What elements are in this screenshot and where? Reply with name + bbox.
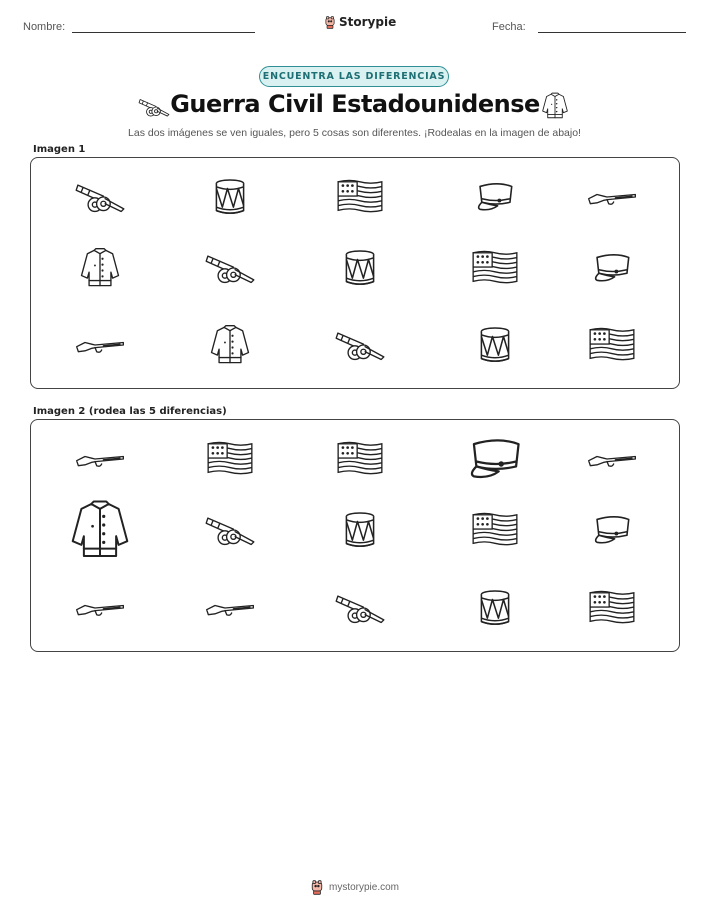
brand-logo [324,15,396,29]
musket-icon [586,187,638,207]
flag-icon [588,326,636,364]
kepi-cap-icon [590,252,634,284]
drum-icon [213,175,247,219]
musket-icon[interactable] [74,598,126,618]
cannon-icon [334,328,386,362]
cannon-icon [74,180,126,214]
uniform-jacket-icon[interactable] [69,499,131,561]
cannon-icon [204,251,256,285]
musket-icon[interactable] [204,598,256,618]
musket-icon[interactable] [586,449,638,469]
musket-icon[interactable] [74,449,126,469]
musket-icon [74,335,126,355]
footer-url: mystorypie.com [328,882,399,893]
flag-icon[interactable] [336,440,384,478]
activity-badge: ENCUENTRA LAS DIFERENCIAS [259,66,449,87]
brand-name: Storypie [339,15,397,29]
storypie-mascot-icon [324,16,336,29]
storypie-mascot-icon [310,880,324,895]
kepi-cap-icon[interactable] [464,435,526,483]
flag-icon [336,178,384,216]
flag-icon [471,249,519,287]
flag-icon[interactable] [206,440,254,478]
image2-label: Imagen 2 (rodea las 5 diferencias) [33,406,227,417]
flag-icon[interactable] [471,511,519,549]
footer [0,880,709,895]
drum-icon [478,323,512,367]
uniform-jacket-icon [541,92,569,120]
drum-icon[interactable] [343,508,377,552]
image1-label: Imagen 1 [33,144,86,155]
uniform-jacket-icon [209,322,251,368]
name-label: Nombre: [23,21,66,33]
kepi-cap-icon [473,181,517,213]
name-field[interactable] [72,32,255,33]
page-title: Guerra Civil Estadounidense [170,90,540,118]
flag-icon[interactable] [588,589,636,627]
drum-icon[interactable] [478,586,512,630]
instructions: Las dos imágenes se ven iguales, pero 5 cosas son diferentes. ¡Rodealas en la imagen de abajo! [128,127,581,139]
cannon-icon[interactable] [204,513,256,547]
kepi-cap-icon[interactable] [590,514,634,546]
date-field[interactable] [538,32,686,33]
drum-icon [343,246,377,290]
date-label: Fecha: [492,21,526,33]
cannon-icon[interactable] [334,591,386,625]
uniform-jacket-icon [79,245,121,291]
